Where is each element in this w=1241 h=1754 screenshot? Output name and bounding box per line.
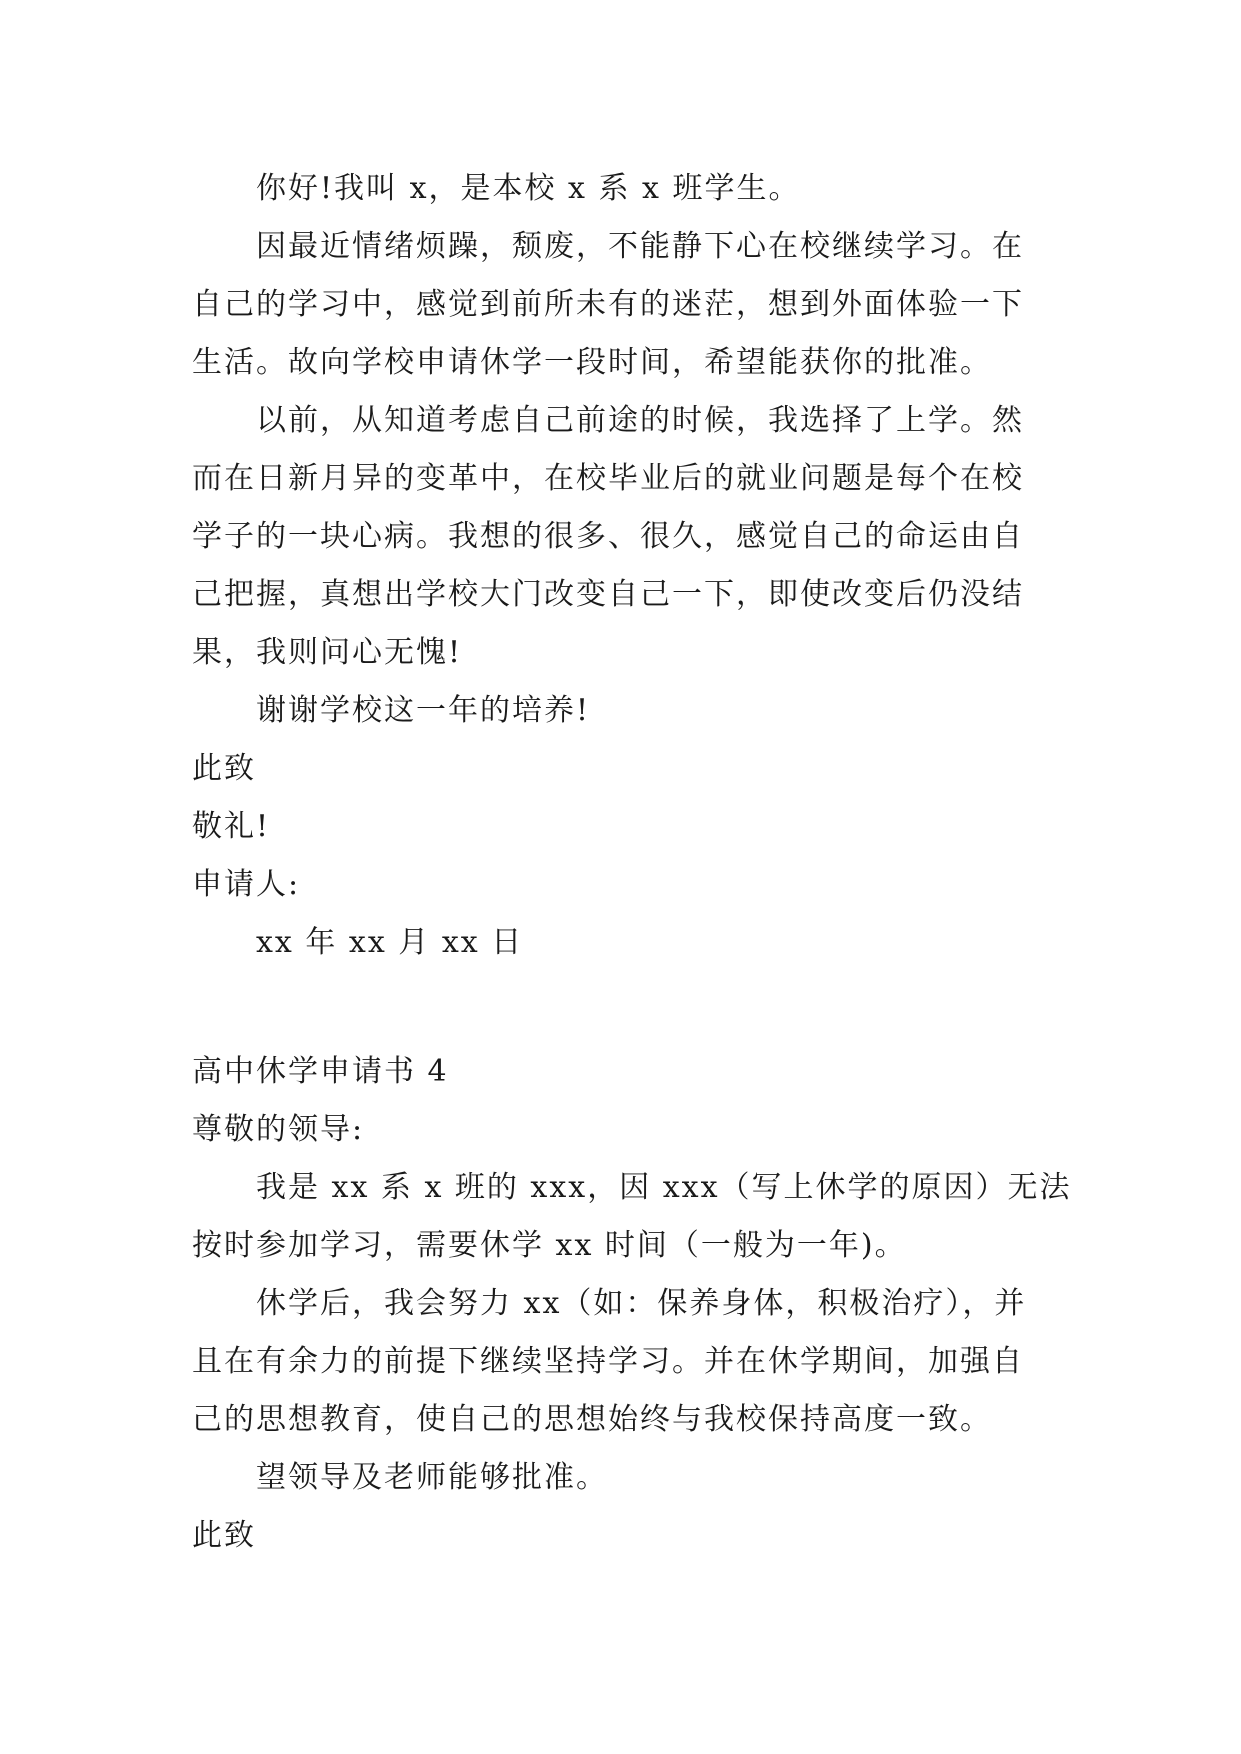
request-line: 望领导及老师能够批准。	[256, 1460, 608, 1495]
applicant-label: 申请人:	[192, 867, 301, 902]
closing-line: 此致	[192, 1518, 256, 1553]
para1-line: 我是 xx 系 x 班的 xxx，因 xxx（写上休学的原因）无法	[256, 1170, 1072, 1205]
para1-line: 生活。故向学校申请休学一段时间，希望能获你的批准。	[192, 345, 992, 380]
date-line: xx 年 xx 月 xx 日	[256, 925, 524, 960]
thanks-line: 谢谢学校这一年的培养!	[256, 693, 591, 728]
para2-line: 休学后，我会努力 xx（如：保养身体，积极治疗），并	[256, 1286, 1027, 1321]
para2-line: 且在有余力的前提下继续坚持学习。并在休学期间，加强自	[192, 1344, 1024, 1379]
para2-line: 己的思想教育，使自己的思想始终与我校保持高度一致。	[192, 1402, 992, 1437]
para2-line: 以前，从知道考虑自己前途的时候，我选择了上学。然	[256, 403, 1024, 438]
letter-section-1	[192, 160, 1058, 972]
greeting-line: 你好!我叫 x，是本校 x 系 x 班学生。	[256, 171, 801, 206]
letter-section-2	[192, 1043, 1072, 1565]
para1-line: 自己的学习中，感觉到前所未有的迷茫，想到外面体验一下	[192, 287, 1024, 322]
section-title: 高中休学申请书 4	[192, 1054, 449, 1089]
para2-line: 学子的一块心病。我想的很多、很久，感觉自己的命运由自	[192, 519, 1024, 554]
para1-line: 因最近情绪烦躁，颓废，不能静下心在校继续学习。在	[256, 229, 1024, 264]
para2-line: 而在日新月异的变革中，在校毕业后的就业问题是每个在校	[192, 461, 1024, 496]
salutation-line: 尊敬的领导:	[192, 1112, 365, 1147]
closing-line: 此致	[192, 751, 256, 786]
para2-line: 己把握，真想出学校大门改变自己一下，即使改变后仍没结	[192, 577, 1024, 612]
para2-line: 果，我则问心无愧!	[192, 635, 463, 670]
salute-line: 敬礼!	[192, 809, 271, 844]
para1-line: 按时参加学习，需要休学 xx 时间（一般为一年)。	[192, 1228, 907, 1263]
